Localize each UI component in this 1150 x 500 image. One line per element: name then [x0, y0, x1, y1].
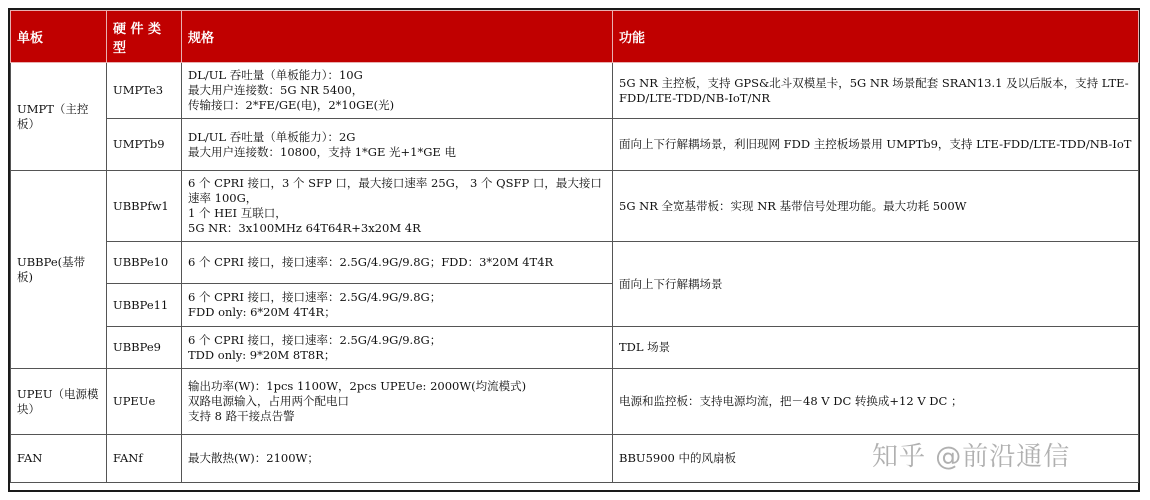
header-function: 功能 — [613, 11, 1139, 63]
table-row — [11, 119, 1139, 171]
table-row — [11, 171, 1139, 242]
spec-cell: 6 个 CPRI 接口，接口速率：2.5G/4.9G/9.8G； FDD only: 6*20M 4T4R； — [182, 284, 613, 327]
board-cell: UPEU（电源模块） — [11, 369, 107, 435]
spec-cell: DL/UL 吞吐量（单板能力）：2G 最大用户连接数：10800，支持 1*GE 光+1*GE 电 — [182, 119, 613, 171]
table-row — [11, 63, 1139, 119]
header-spec: 规格 — [182, 11, 613, 63]
type-cell: UBBPe10 — [107, 242, 182, 284]
header-hardware-type: 硬 件 类 型 — [107, 11, 182, 63]
spec-cell: 6 个 CPRI 接口，接口速率：2.5G/4.9G/9.8G； TDD only: 9*20M 8T8R； — [182, 327, 613, 369]
type-cell: FANf — [107, 435, 182, 483]
function-cell: TDL 场景 — [613, 327, 1139, 369]
header-board: 单板 — [11, 11, 107, 63]
spec-cell: DL/UL 吞吐量（单板能力）：10G 最大用户连接数：5G NR 5400， 传输接口：2*FE/GE(电)，2*10GE(光) — [182, 63, 613, 119]
type-cell: UMPTe3 — [107, 63, 182, 119]
function-cell: 面向上下行解耦场景 — [613, 242, 1139, 327]
function-cell: 电源和监控板：支持电源均流，把－48 V DC 转换成+12 V DC ； — [613, 369, 1139, 435]
type-cell: UPEUe — [107, 369, 182, 435]
function-cell: 面向上下行解耦场景，利旧现网 FDD 主控板场景用 UMPTb9，支持 LTE-FDD/LTE-TDD/NB-IoT — [613, 119, 1139, 171]
type-cell: UMPTb9 — [107, 119, 182, 171]
table-row — [11, 327, 1139, 369]
spec-table-frame — [8, 8, 1140, 492]
type-cell: UBBPe9 — [107, 327, 182, 369]
function-cell: 5G NR 全宽基带板：实现 NR 基带信号处理功能。最大功耗 500W — [613, 171, 1139, 242]
table-row — [11, 369, 1139, 435]
spec-cell: 输出功率(W)：1pcs 1100W，2pcs UPEUe: 2000W(均流模式) 双路电源输入，占用两个配电口 支持 8 路干接点告警 — [182, 369, 613, 435]
board-cell: FAN — [11, 435, 107, 483]
spec-cell: 最大散热(W)：2100W； — [182, 435, 613, 483]
spec-table — [10, 10, 1139, 483]
spec-cell: 6 个 CPRI 接口，接口速率：2.5G/4.9G/9.8G；FDD：3*20M 4T4R — [182, 242, 613, 284]
table-row — [11, 242, 1139, 284]
type-cell: UBBPfw1 — [107, 171, 182, 242]
spec-cell: 6 个 CPRI 接口，3 个 SFP 口，最大接口速率 25G， 3 个 QSFP 口，最大接口速率 100G， 1 个 HEI 互联口， 5G NR：3x100MHz 64T64R+3x20M 4R — [182, 171, 613, 242]
board-cell: UBBPe(基带板) — [11, 171, 107, 369]
board-cell: UMPT（主控板） — [11, 63, 107, 171]
table-header-row — [11, 11, 1139, 63]
type-cell: UBBPe11 — [107, 284, 182, 327]
function-cell: BBU5900 中的风扇板 — [613, 435, 1139, 483]
function-cell: 5G NR 主控板，支持 GPS&北斗双模星卡，5G NR 场景配套 SRAN13.1 及以后版本，支持 LTE-FDD/LTE-TDD/NB-IoT/NR — [613, 63, 1139, 119]
watermark: 知乎 @前沿通信 — [872, 442, 1071, 472]
